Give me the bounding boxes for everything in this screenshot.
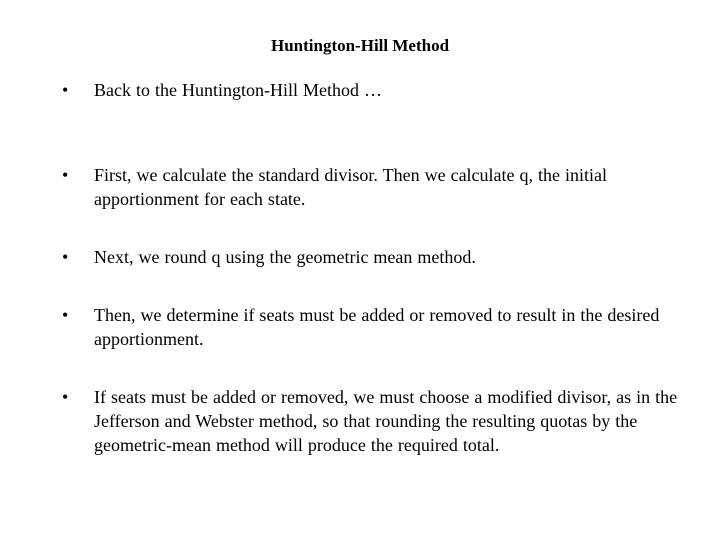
bullet-item-round-q	[62, 245, 682, 269]
bullet-text: Back to the Huntington-Hill Method …	[94, 80, 382, 100]
bullet-icon: •	[62, 305, 69, 325]
bullet-icon: •	[62, 387, 69, 407]
bullet-icon: •	[62, 247, 69, 267]
bullet-item-modified-divisor	[62, 385, 682, 457]
bullet-item-standard-divisor	[62, 163, 682, 211]
bullet-text: Next, we round q using the geometric mean method.	[94, 247, 476, 267]
bullet-icon: •	[62, 80, 69, 100]
bullet-text: First, we calculate the standard divisor. Then we calculate q, the initial apportionment for each state.	[94, 165, 608, 209]
bullet-text: If seats must be added or removed, we must choose a modified divisor, as in the Jefferson and Webster method, so that rounding the resulting quotas by the geometric-mean method will produce the required total.	[94, 387, 678, 455]
bullet-item-seats-check	[62, 303, 682, 351]
bullet-icon: •	[62, 165, 69, 185]
bullet-item-back	[62, 78, 682, 102]
bullet-text: Then, we determine if seats must be added or removed to result in the desired apportionment.	[94, 305, 660, 349]
slide-title: Huntington-Hill Method	[270, 36, 450, 55]
